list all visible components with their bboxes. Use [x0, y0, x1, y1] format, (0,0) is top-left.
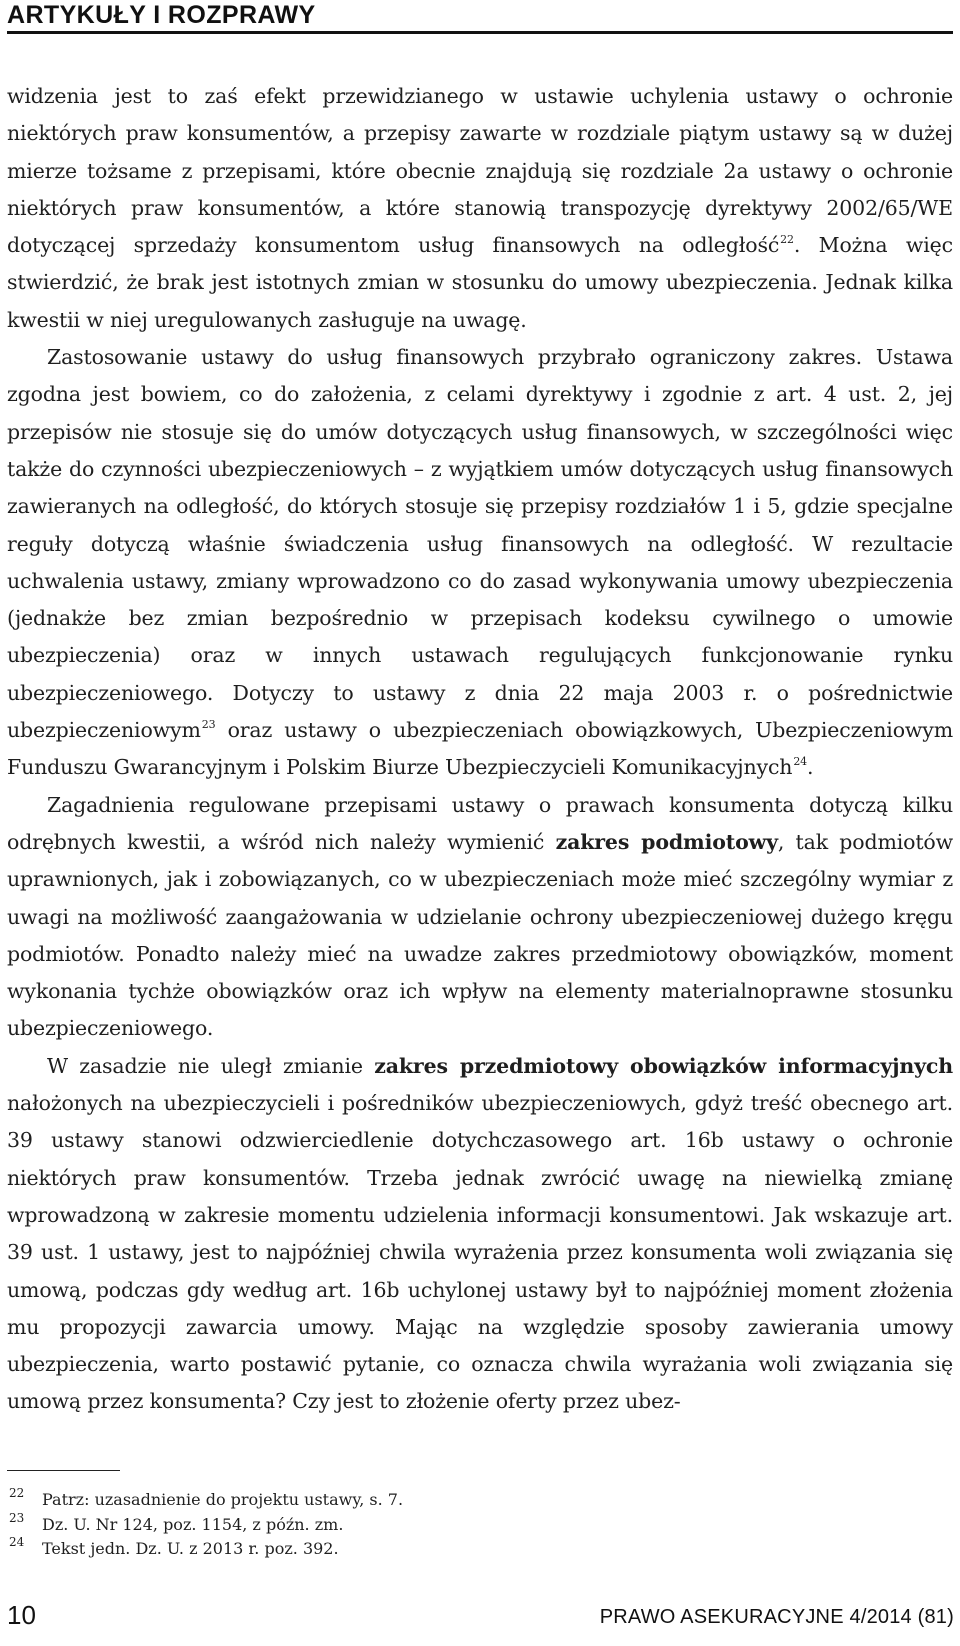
footnote-22	[7, 1488, 707, 1513]
footnote-text: Dz. U. Nr 124, poz. 1154, z późn. zm.	[42, 1514, 344, 1534]
footnote-number: 22	[9, 1486, 25, 1500]
footnote-number: 24	[9, 1535, 25, 1549]
journal-title: PRAWO ASEKURACYJNE 4/2014 (81)	[599, 1606, 954, 1628]
paragraph-text: . Można więc stwierdzić, że brak jest istotnych zmian w stosunku do umowy ubezpieczenia. Jednak kilka kwestii w niej uregulowanych zasługuje na uwagę.	[7, 233, 953, 332]
header-rule	[7, 31, 953, 34]
bold-term: zakres podmiotowy	[555, 829, 778, 854]
paragraph-text: nałożonych na ubezpieczycieli i pośredników ubezpieczeniowych, gdyż treść obecnego art. 39 ustawy stanowi odzwierciedlenie dotychczasowego art. 16b ustawy o ochronie niektórych praw konsumentów. Trzeba jednak zwrócić uwagę na niewielką zmianę wprowadzoną w zakresie momentu udzielenia informacji konsumentowi. Jak wskazuje art. 39 ust. 1 ustawy, jest to najpóźniej chwila wyrażenia przez konsumenta woli związania się umową, podczas gdy według art. 16b uchylonej ustawy był to najpóźniej moment złożenia mu propozycji zawarcia umowy. Mając na względzie sposoby zawierania umowy ubezpieczenia, warto postawić pytanie, co oznacza chwila wyrażania woli związania się umową przez konsumenta? Czy jest to złożenie oferty przez ubez-	[7, 1091, 953, 1414]
paragraph-text: widzenia jest to zaś efekt przewidzianego w ustawie uchylenia ustawy o ochronie niektórych praw konsumentów, a przepisy zawarte w rozdziale piątym ustawy są w dużej mierze tożsame z przepisami, które obecnie znajdują się rozdziale 2a ustawy o ochronie niektórych praw konsumentów, a które stanowią transpozycję dyrektywy 2002/65/WE dotyczącej sprzedaży konsumentom usług finansowych na odległość	[7, 84, 953, 258]
footnote-number: 23	[9, 1510, 25, 1525]
paragraph-text: oraz ustawy o ubezpieczeniach obowiązkowych, Ubezpieczeniowym Funduszu Gwarancyjnym i Polskim Biurze Ubezpieczycieli Komunikacyjnych	[7, 718, 953, 780]
footnote-separator	[7, 1470, 120, 1471]
paragraph-text: Zagadnienia regulowane przepisami ustawy o prawach konsumenta dotyczą kilku odrębnych kwestii, a wśród nich należy wymienić	[7, 792, 953, 854]
paragraph-text: W zasadzie nie uległ zmianie	[47, 1053, 375, 1078]
section-title: ARTYKUŁY I ROZPRAWY	[7, 1, 316, 29]
page-number: 10	[7, 1600, 36, 1630]
article-body	[7, 78, 953, 1421]
footnote-24	[7, 1537, 707, 1562]
footnote-ref-24[interactable]: 24	[793, 755, 808, 769]
paragraph-2	[7, 339, 953, 787]
footnotes	[7, 1488, 707, 1562]
footnote-text: Tekst jedn. Dz. U. z 2013 r. poz. 392.	[42, 1539, 339, 1558]
paragraph-text: Zastosowanie ustawy do usług finansowych przybrało ograniczony zakres. Ustawa zgodna jest bowiem, co do założenia, z celami dyrektywy i zgodnie z art. 4 ust. 2, jej przepisów nie stosuje się do umów dotyczących usług finansowych, w szczególności więc także do czynności ubezpieczeniowych – z wyjątkiem umów dotyczących usług finansowych zawieranych na odległość, do których stosuje się przepisy rozdziałów 1 i 5, gdzie specjalne reguły dotyczą właśnie świadczenia usług finansowych na odległość. W rezultacie uchwalenia ustawy, zmiany wprowadzono co do zasad wykonywania umowy ubezpieczenia (jednakże bez zmian bezpośrednio w przepisach kodeksu cywilnego o umowie ubezpieczenia) oraz w innych ustawach regulujących funkcjonowanie rynku ubezpieczeniowego. Dotyczy to ustawy z dnia 22 maja 2003 r. o pośrednictwie ubezpieczeniowym	[7, 345, 953, 743]
paragraph-3	[7, 787, 953, 1048]
bold-term: zakres przedmiotowy obowiązków informacyjnych	[374, 1053, 954, 1078]
paragraph-text: , tak podmiotów uprawnionych, jak i zobowiązanych, co w ubezpieczeniach może mieć szczególny wymiar z uwagi na możliwość zaangażowania w udzielanie ochrony ubezpieczeniowej dużego kręgu podmiotów. Ponadto należy mieć na uwadze zakres przedmiotowy obowiązków, moment wykonania tychże obowiązków oraz ich wpływ na elementy materialnoprawne stosunku ubezpieczeniowego.	[7, 829, 954, 1041]
paragraph-text: .	[807, 755, 814, 780]
footnote-ref-22[interactable]: 22	[780, 233, 794, 247]
paragraph-1	[7, 78, 953, 339]
paragraph-4	[7, 1048, 953, 1421]
footnote-23	[7, 1510, 707, 1538]
footnote-text: Patrz: uzasadnienie do projektu ustawy, s. 7.	[42, 1490, 404, 1509]
footnote-ref-23[interactable]: 23	[201, 718, 216, 732]
